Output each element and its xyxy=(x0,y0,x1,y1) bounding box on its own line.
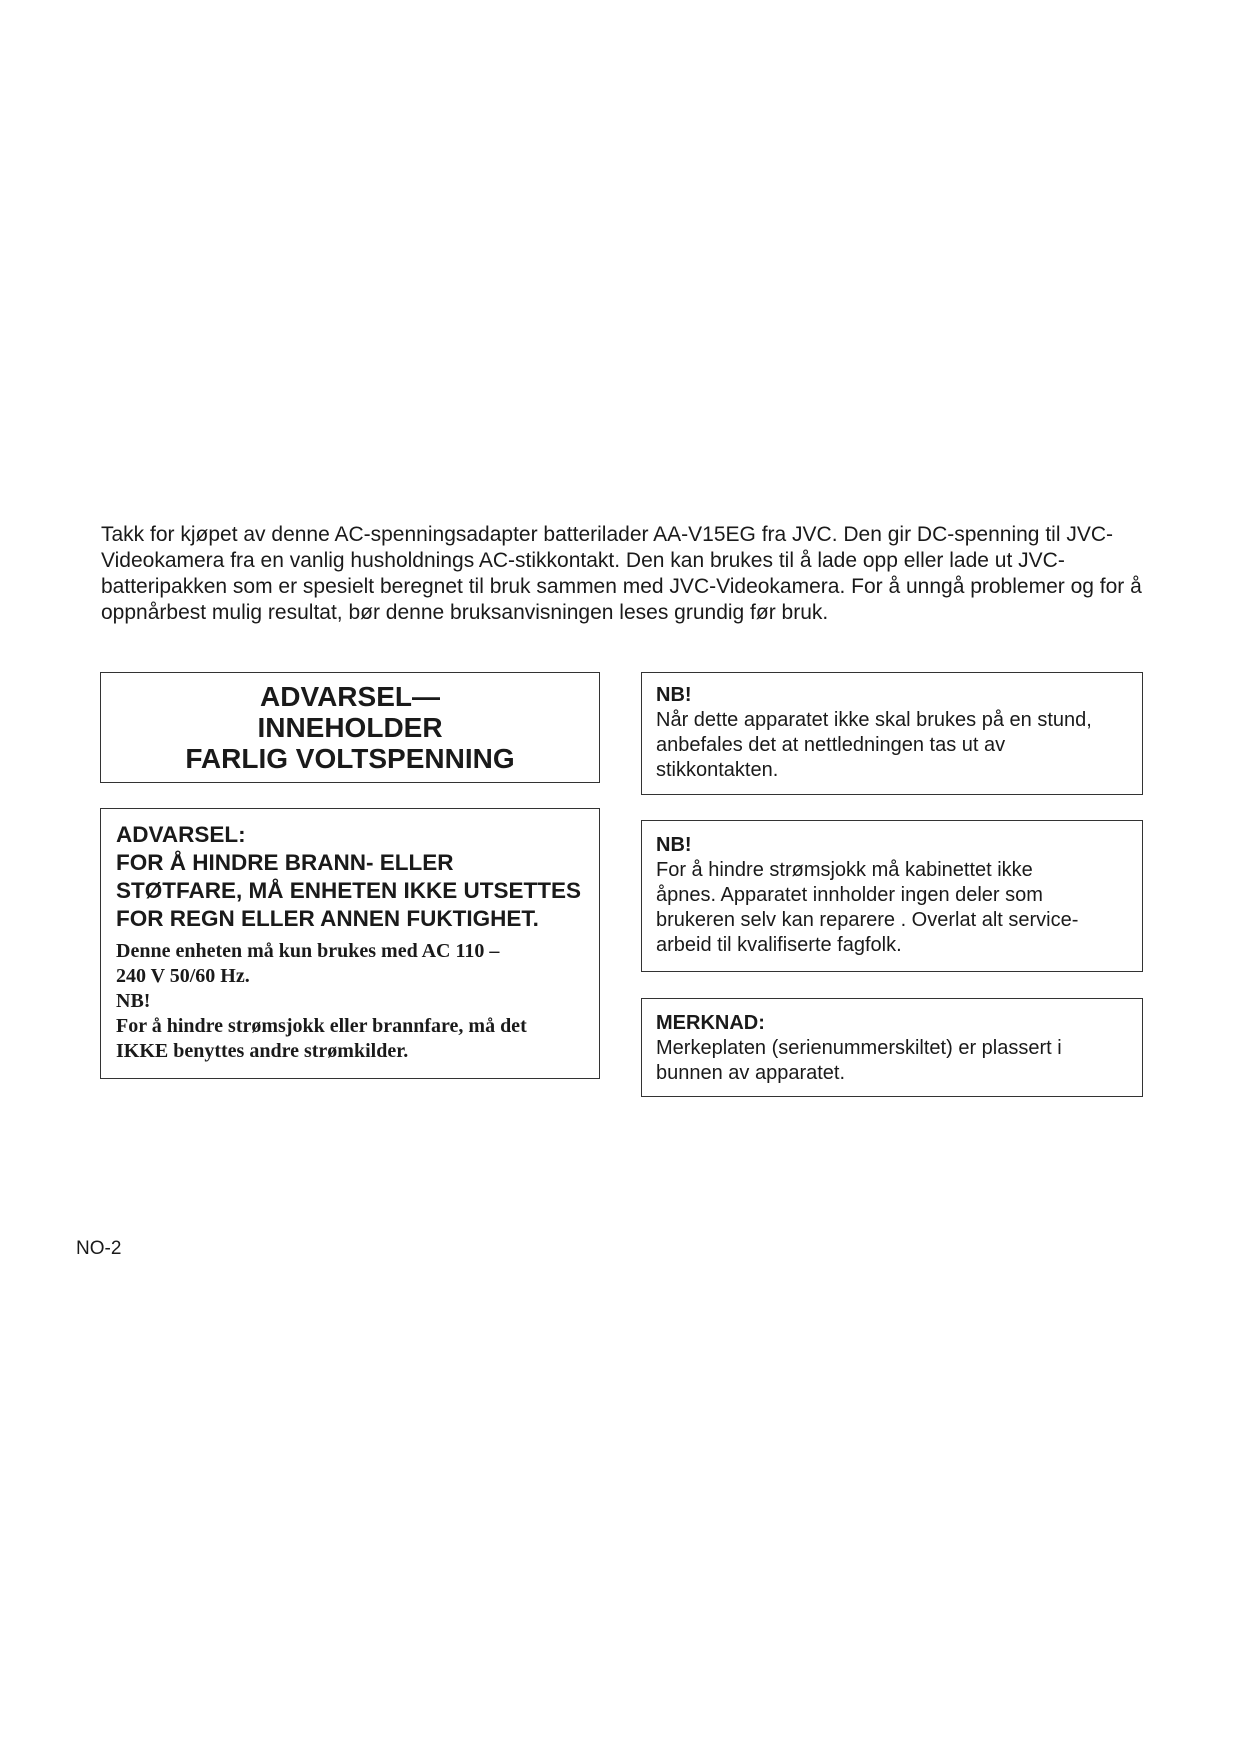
nb-unused-line-2: anbefales det at nettledningen tas ut av xyxy=(656,734,1006,756)
nb-cabinet-line-2: åpnes. Apparatet innholder ingen deler som xyxy=(656,884,1043,906)
nb-unused-line-3: stikkontakten. xyxy=(656,759,779,781)
merknad-line-1: Merkeplaten (serienummerskiltet) er plassert i xyxy=(656,1037,1062,1059)
fire-nb-line-2: IKKE benyttes andre strømkilder. xyxy=(116,1040,409,1062)
page-number: NO-2 xyxy=(76,1238,122,1259)
warning-line-3: FARLIG VOLTSPENNING xyxy=(185,743,515,774)
nb-cabinet-title: NB! xyxy=(656,834,692,856)
fire-warning-line-2: STØTFARE, MÅ ENHETEN IKKE UTSETTES xyxy=(116,878,582,903)
merknad-line-2: bunnen av apparatet. xyxy=(656,1062,846,1084)
merknad-box xyxy=(641,998,1143,1097)
nb-cabinet-line-1: For å hindre strømsjokk må kabinettet ikke xyxy=(656,859,1033,881)
voltage-line-1: Denne enheten må kun brukes med AC 110 – xyxy=(116,940,500,962)
voltage-warning-box xyxy=(100,672,600,783)
fire-nb-line-1: For å hindre strømsjokk eller brannfare, må det xyxy=(116,1015,527,1037)
fire-warning-line-1: FOR Å HINDRE BRANN- ELLER xyxy=(116,850,454,875)
nb-cabinet-box xyxy=(641,820,1143,972)
fire-warning-box xyxy=(100,808,600,1079)
fire-warning-line-3: FOR REGN ELLER ANNEN FUKTIGHET. xyxy=(116,906,539,931)
voltage-line-2: 240 V 50/60 Hz. xyxy=(116,965,250,987)
intro-paragraph: Takk for kjøpet av denne AC-spenningsadapter batterilader AA-V15EG fra JVC. Den gir DC-spenning til JVC-Videokamera fra en vanlig husholdnings AC-stikkontakt. Den kan brukes til å lade opp eller lade ut JVC-batteripakken som er spesielt beregnet til bruk sammen med JVC-Videokamera. For å unngå problemer og for å oppnårbest mulig resultat, bør denne bruksanvisningen leses grundig før bruk. xyxy=(101,523,1142,624)
nb-unused-box xyxy=(641,672,1143,795)
warning-line-1: ADVARSEL— xyxy=(260,681,440,712)
warning-line-2: INNEHOLDER xyxy=(257,712,443,743)
fire-warning-heading: ADVARSEL: xyxy=(116,822,246,847)
nb-cabinet-line-4: arbeid til kvalifiserte fagfolk. xyxy=(656,934,902,956)
fire-nb-title: NB! xyxy=(116,990,151,1012)
nb-cabinet-line-3: brukeren selv kan reparere . Overlat alt service- xyxy=(656,909,1079,931)
nb-unused-title: NB! xyxy=(656,684,692,706)
merknad-title: MERKNAD: xyxy=(656,1012,765,1034)
nb-unused-line-1: Når dette apparatet ikke skal brukes på en stund, xyxy=(656,709,1092,731)
